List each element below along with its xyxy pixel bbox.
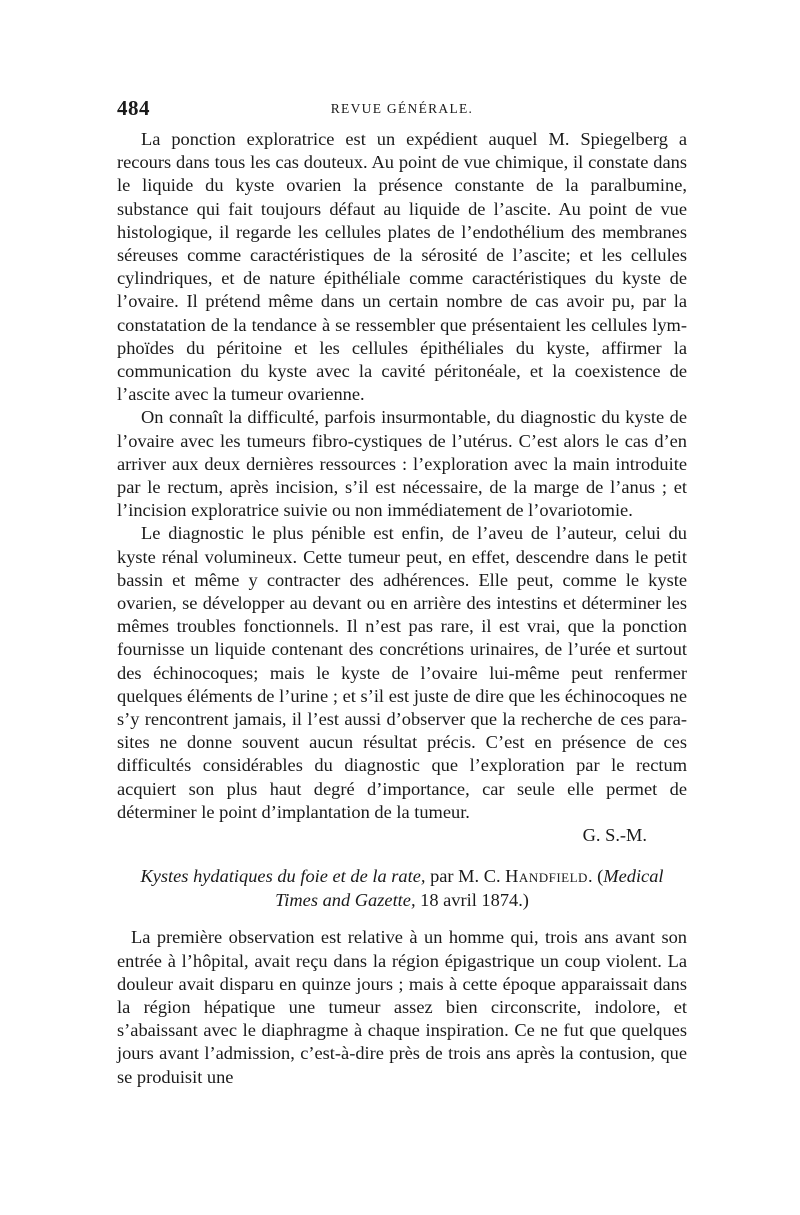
article-source: Medical Times and Gazette, (275, 866, 664, 910)
article-paragraph: La première observation est relative à un homme qui, trois ans avant son entrée à l’hôpital, avait reçu dans la région épigastrique un coup violent. La douleur avait disparu en quinze jours ; mais à cette époque apparaissait dans la région hépatique une tumeur assez bien circonscrite, indolore, et s’abaissant avec le diaphragme à chaque inspiration. Ce ne fut que quelques jours avant l’admission, c’est-à-dire près de trois ans après la contusion, que se produisit une (117, 927, 687, 1087)
page-header (117, 96, 687, 122)
body-text (117, 128, 687, 1089)
article-title-by: par M. C. (425, 866, 506, 887)
paragraph-diagnostic-uterus: On connaît la difficulté, parfois insurmontable, du diagnostic du kyste de l’ovaire avec les tumeurs fibro-cystiques de l’utérus. C’est alors le cas d’en arriver aux deux dernières ressources : l’exploration avec la main introduite par le rectum, après incision, s’il est nécessaire, de la marge de l’anus ; et l’incision exploratrice suivie ou non immédiatement de l’ovariotomie. (117, 407, 687, 521)
running-title: REVUE GÉNÉRALE. (330, 101, 474, 116)
article-source-open: . ( (587, 866, 604, 887)
paragraph-ponction: La ponction exploratrice est un expédient auquel M. Spiegelberg a recours dans tous les cas douteux. Au point de vue chimique, il constate dans le liquide du kyste ovarien la présence constante de la paralbumine, substance qui fait toujours défaut au liquide de l’ascite. Au point de vue histologique, il regarde les cellules plates de l’endothélium des membranes séreuses comme caractéristiques de la sérosité de l’ascite; et les cellules cylindriques, et de nature épithéliale comme caractéristiques du kyste de l’ovaire. Il prétend même dans un certain nombre de cas avoir pu, par la constatation de la tendance à se ressembler que présentaient les cellules lymphoïdes du péritoine et les cellules épithéliales du kyste, affirmer la communication du kyste avec la cavité péritonéale, et la coexistence de l’ascite avec la tumeur ovarienne. (117, 129, 687, 405)
article-source-date: 18 avril 1874.) (415, 889, 529, 910)
article-title-main: Kystes hydatiques du foie et de la rate, (140, 866, 426, 887)
article-title (117, 865, 687, 912)
author-signature: G. S.-M. (582, 825, 647, 846)
paragraph-kyste-renal: Le diagnostic le plus pénible est enfin, de l’aveu de l’auteur, celui du kyste rénal volumineux. Cette tumeur peut, en effet, descendre dans le petit bassin et même y contracter des adhérences. Elle peut, comme le kyste ovarien, se développer au devant ou en arrière des intestins et déterminer les mêmes troubles fonctionnels. Il n’est pas rare, il est vrai, que la ponction fournisse un liquide contenant des concrétions urinaires, de l’urée et surtout des échinocoques; mais le kyste de l’ovaire lui-même peut renfermer quelques éléments de l’urine ; et s’il est juste de dire que les échinocoques ne s’y rencontrent jamais, il l’est aussi d’observer que la recherche de ces parasites ne donne souvent aucun résultat précis. C’est en présence de ces difficultés considérables du diagnostic que l’exploration par le rectum acquiert son plus haut degré d’importance, car seule elle permet de déterminer le point d’implantation de la tumeur. (117, 523, 687, 822)
article-author: Handfield (505, 866, 588, 887)
page-number: 484 (117, 96, 150, 120)
